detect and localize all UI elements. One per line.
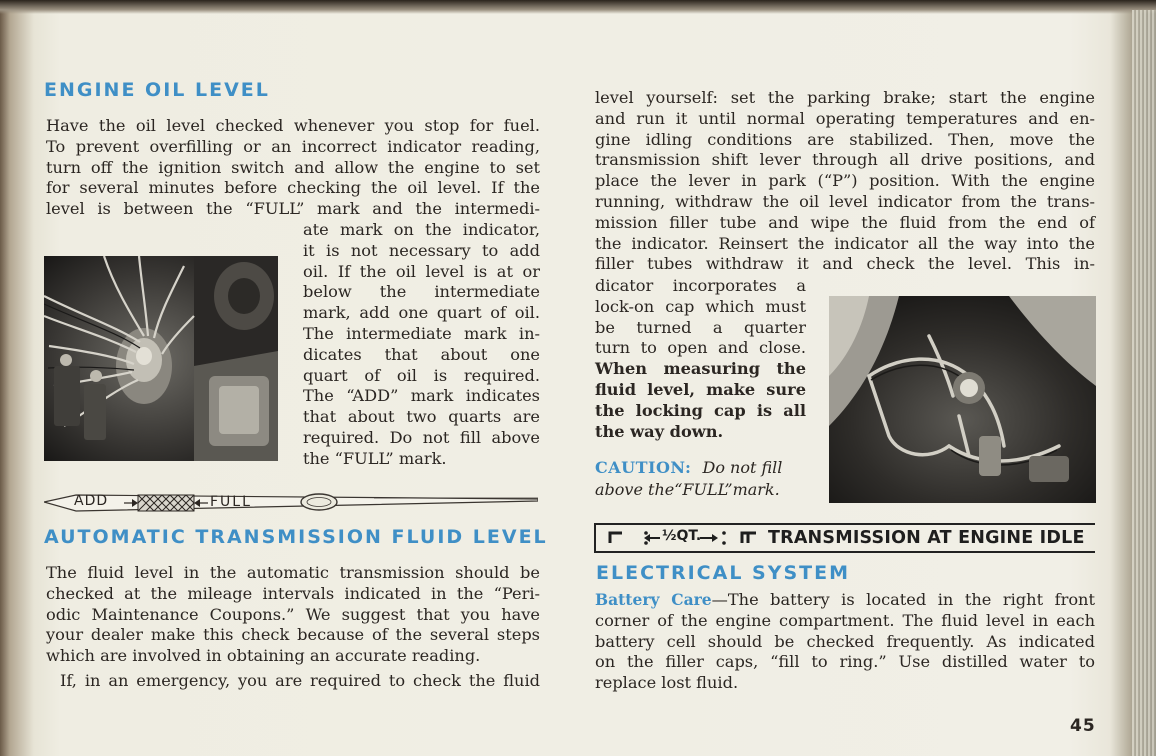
text-line: turn off the ignition switch and allow the engine to set [46,157,540,177]
page-stack-edge [1132,10,1156,756]
page-number: 45 [1070,716,1096,736]
transmission-idle-label: TRANSMISSION AT ENGINE IDLE [768,528,1085,548]
caution-text: Do not fill [702,458,783,477]
text-line: gine idling conditions are stabilized. Then, move the [595,129,1095,149]
text-line: quart of oil is required. [303,365,540,385]
text-line: level yourself: set the parking brake; start the engine [595,88,1095,107]
text-line: mark, add one quart of oil. [303,303,540,323]
text-line: ate mark on the indicator, [303,220,540,239]
text-line: the “FULL” mark. [303,448,447,468]
text-line: it is not necessary to add [303,240,540,260]
text-line: To prevent overfilling or an incorrect indicator reading, [46,136,540,156]
caution-label: CAUTION: [595,458,692,477]
transmission-text-left [46,563,540,692]
text-line: Have the oil level checked whenever you stop for fuel. [46,116,540,135]
text-line: The “ADD” mark indicates [303,386,540,406]
text-line: level is between the “FULL” mark and the intermedi- [46,199,540,219]
bold-text-line: When measuring the [595,359,806,379]
text-line: turn to open and close. [595,338,806,358]
text-line: be turned a quarter [595,317,806,337]
engine-oil-heading: ENGINE OIL LEVEL [44,79,270,101]
engine-photo-illustration [44,256,278,461]
bold-text-line: the way down. [595,421,724,441]
battery-care-subhead: Battery Care [595,590,712,609]
transmission-filler-photo [829,296,1096,503]
text-line: lock-on cap which must [595,296,806,316]
transmission-text-narrow [595,276,806,442]
text-line: The intermediate mark in- [303,323,540,343]
text-line: corner of the engine compartment. The fluid level in each [595,610,1095,630]
text-line: place the lever in park (“P”) position. With the engine [595,171,1095,191]
text-line: and run it until normal operating temperatures and en- [595,108,1095,128]
bold-text-line: fluid level, make sure [595,379,806,399]
oil-dipstick-diagram [44,486,538,516]
text-line: dicates that about one [303,344,540,364]
text-line: required. Do not fill above [303,427,540,447]
text-span: —The battery is located in the right front [711,590,1095,609]
text-line: your dealer make this check because of the several steps [46,625,540,645]
text-line: checked at the mileage intervals indicated in the “Peri- [46,583,540,603]
text-line: If, in an emergency, you are required to check the fluid [60,670,540,690]
text-line: the indicator. Reinsert the indicator all the way into the [595,233,1095,253]
dipstick-full-label: FULL [210,494,252,510]
electrical-system-heading: ELECTRICAL SYSTEM [596,562,851,584]
engine-oil-photo [44,256,278,461]
dipstick-shape [44,486,538,516]
text-line: mission filler tube and wipe the fluid from the end of [595,212,1095,232]
text-line: on the filler caps, “fill to ring.” Use distilled water to [595,652,1095,672]
text-line: filler tubes withdraw it and check the level. This in- [595,254,1095,274]
caution-text-2: above the“FULL”mark. [595,480,780,499]
engine-oil-text-top [46,116,540,220]
text-line: running, withdraw the oil level indicator from the trans- [595,191,1095,211]
text-line: The fluid level in the automatic transmission should be [46,563,540,582]
text-line: that about two quarts are [303,407,540,427]
text-line: which are involved in obtaining an accurate reading. [46,646,481,666]
electrical-text [595,590,1095,694]
text-line: odic Maintenance Coupons.” We suggest that you have [46,604,540,624]
transmission-photo-illustration [829,296,1096,503]
caution-note [595,457,806,501]
text-line: replace lost fluid. [595,673,739,693]
dipstick-add-label: ADD [74,493,109,509]
text-line: dicator incorporates a [595,276,806,295]
engine-oil-text-wrap [303,220,540,470]
text-line [595,590,1095,611]
transmission-heading: AUTOMATIC TRANSMISSION FLUID LEVEL [44,526,548,548]
half-quart-label: ½QT. [662,528,702,544]
page-top-edge [0,0,1156,14]
transmission-dipstick-bar [594,523,1095,553]
transmission-text-right [595,88,1095,275]
bold-text-line: the locking cap is all [595,400,806,420]
text-line: transmission shift lever through all drive positions, and [595,150,1095,170]
text-line: battery cell should be checked frequently. As indicated [595,631,1095,651]
text-line: below the intermediate [303,282,540,302]
text-line: for several minutes before checking the oil level. If the [46,178,540,198]
text-line: oil. If the oil level is at or [303,261,540,281]
